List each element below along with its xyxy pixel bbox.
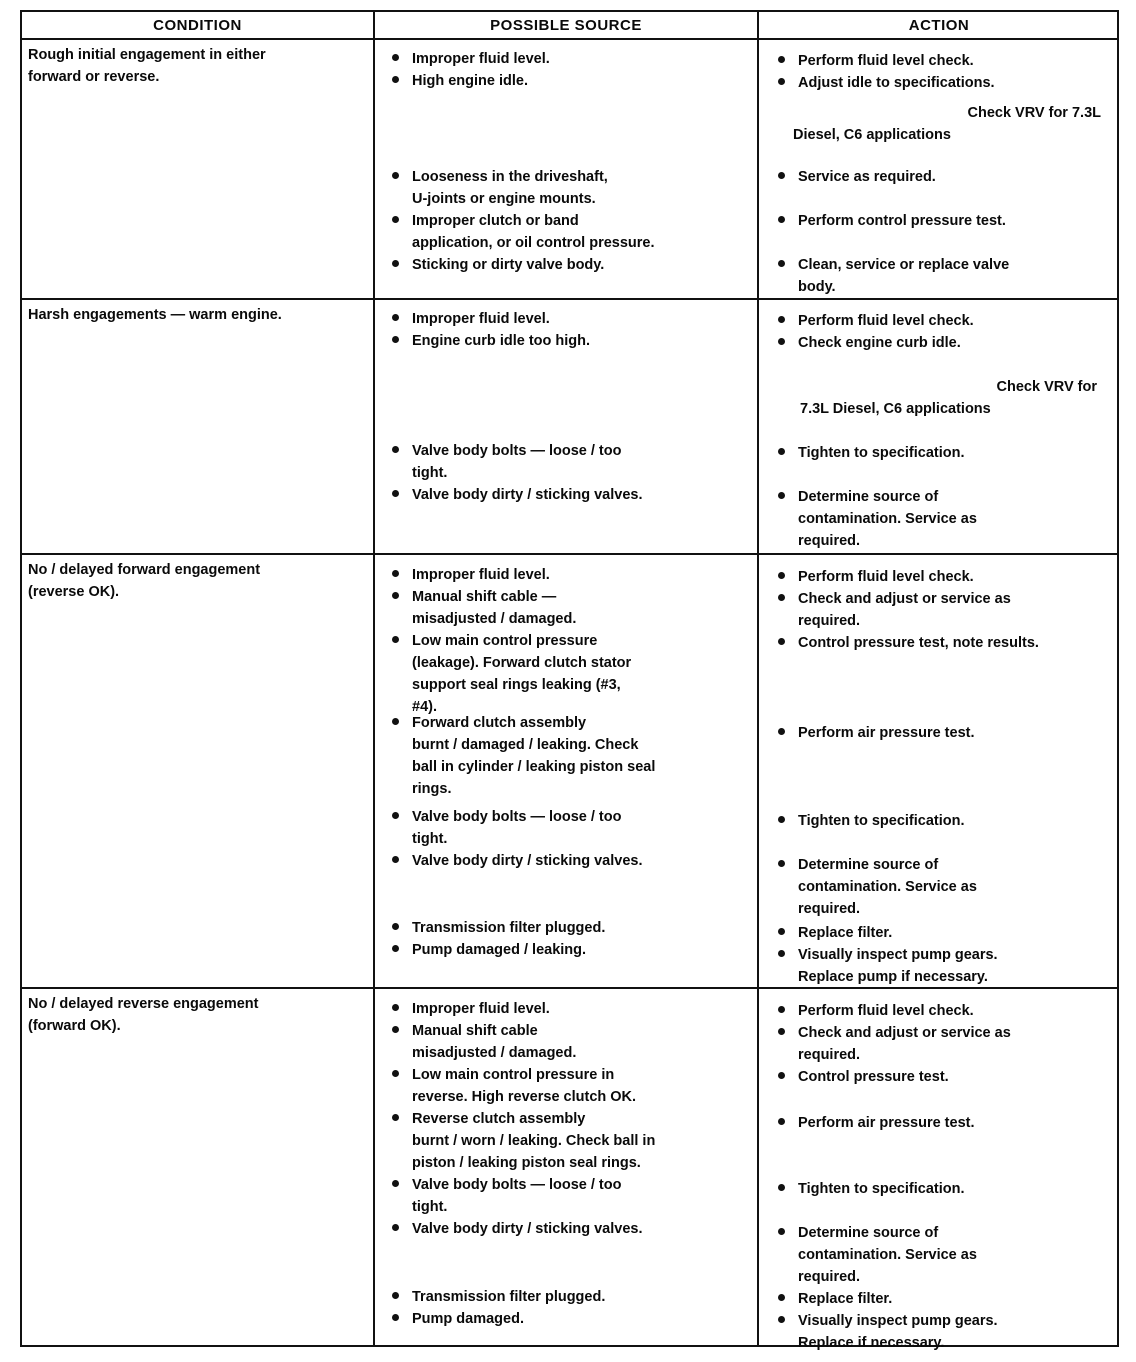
action-item-text: Check and adjust or service as	[798, 591, 1011, 607]
bullet-icon	[392, 923, 399, 930]
bullet-icon	[392, 1026, 399, 1033]
bullet-icon	[778, 56, 785, 63]
action-item-text: Tighten to specification.	[798, 1181, 965, 1197]
action-item-text: Replace pump if necessary.	[798, 969, 988, 985]
bullet-icon	[778, 816, 785, 823]
source-item-text: tight.	[412, 831, 448, 847]
bullet-icon	[778, 316, 785, 323]
condition-text: No / delayed forward engagement	[28, 562, 261, 578]
source-item-text: Low main control pressure	[412, 633, 598, 649]
header-source: POSSIBLE SOURCE	[490, 17, 642, 34]
action-item-text: Determine source of	[798, 489, 939, 505]
bullet-icon	[778, 1228, 785, 1235]
source-item-text: Low main control pressure in	[412, 1067, 615, 1083]
action-item-text: Control pressure test.	[798, 1069, 949, 1085]
row-divider	[22, 298, 1117, 300]
source-item-text: ball in cylinder / leaking piston seal	[412, 759, 656, 775]
action-item-text: Replace filter.	[798, 1291, 893, 1307]
bullet-icon	[778, 1072, 785, 1079]
source-item-text: misadjusted / damaged.	[412, 1045, 577, 1061]
action-item-text: Check engine curb idle.	[798, 335, 961, 351]
action-item-text: Tighten to specification.	[798, 445, 965, 461]
bullet-icon	[778, 1028, 785, 1035]
source-item-text: tight.	[412, 465, 448, 481]
action-item-text: Replace filter.	[798, 925, 893, 941]
action-item-text: required.	[798, 533, 861, 549]
bullet-icon	[392, 336, 399, 343]
bullet-icon	[778, 448, 785, 455]
row-divider	[22, 553, 1117, 555]
bullet-icon	[392, 636, 399, 643]
bullet-icon	[778, 1294, 785, 1301]
action-item-text: Clean, service or replace valve	[798, 257, 1010, 273]
source-item-text: burnt / worn / leaking. Check ball in	[412, 1133, 656, 1149]
action-item-text: body.	[798, 279, 836, 295]
bullet-icon	[392, 172, 399, 179]
bullet-icon	[392, 76, 399, 83]
action-item-text: Determine source of	[798, 857, 939, 873]
vrv-note-text: Check VRV for 7.3L	[967, 105, 1101, 121]
condition-text: (reverse OK).	[28, 584, 120, 600]
source-item-text: Manual shift cable —	[412, 589, 557, 605]
action-item-text: Perform fluid level check.	[798, 1003, 974, 1019]
action-item-text: contamination. Service as	[798, 511, 977, 527]
column-divider	[757, 12, 759, 1345]
bullet-icon	[778, 492, 785, 499]
source-item-text: (leakage). Forward clutch stator	[412, 655, 632, 671]
vrv-note-text: Check VRV for	[996, 379, 1097, 395]
source-item-text: Valve body bolts — loose / too	[412, 1177, 622, 1193]
vrv-note-text: 7.3L Diesel, C6 applications	[800, 401, 991, 417]
bullet-icon	[778, 1316, 785, 1323]
source-item-text: rings.	[412, 781, 452, 797]
bullet-icon	[778, 1118, 785, 1125]
action-item-text: Perform air pressure test.	[798, 725, 975, 741]
bullet-icon	[778, 172, 785, 179]
bullet-icon	[778, 1006, 785, 1013]
action-item-text: Control pressure test, note results.	[798, 635, 1039, 651]
action-item-text: Check and adjust or service as	[798, 1025, 1011, 1041]
column-divider	[373, 12, 375, 1345]
bullet-icon	[778, 1184, 785, 1191]
source-item-text: Pump damaged.	[412, 1311, 524, 1327]
action-item-text: Visually inspect pump gears.	[798, 947, 998, 963]
source-item-text: Improper fluid level.	[412, 1001, 550, 1017]
action-item-text: Adjust idle to specifications.	[798, 75, 995, 91]
condition-text: (forward OK).	[28, 1018, 121, 1034]
bullet-icon	[392, 490, 399, 497]
action-item-text: Perform air pressure test.	[798, 1115, 975, 1131]
bullet-icon	[778, 928, 785, 935]
action-item-text: Tighten to specification.	[798, 813, 965, 829]
action-item-text: Determine source of	[798, 1225, 939, 1241]
bullet-icon	[392, 314, 399, 321]
bullet-icon	[392, 812, 399, 819]
bullet-icon	[392, 570, 399, 577]
source-item-text: Valve body bolts — loose / too	[412, 809, 622, 825]
source-item-text: Manual shift cable	[412, 1023, 538, 1039]
bullet-icon	[392, 216, 399, 223]
bullet-icon	[392, 1180, 399, 1187]
bullet-icon	[778, 860, 785, 867]
source-item-text: Forward clutch assembly	[412, 715, 587, 731]
source-item-text: Valve body dirty / sticking valves.	[412, 853, 643, 869]
bullet-icon	[392, 260, 399, 267]
action-item-text: Replace if necessary.	[798, 1335, 945, 1351]
condition-text: Harsh engagements — warm engine.	[28, 307, 282, 323]
action-item-text: contamination. Service as	[798, 879, 977, 895]
bullet-icon	[392, 718, 399, 725]
bullet-icon	[778, 260, 785, 267]
condition-text: Rough initial engagement in either	[28, 47, 266, 63]
source-item-text: #4).	[412, 699, 437, 715]
source-item-text: U-joints or engine mounts.	[412, 191, 596, 207]
action-item-text: Service as required.	[798, 169, 936, 185]
action-item-text: Perform fluid level check.	[798, 569, 974, 585]
source-item-text: support seal rings leaking (#3,	[412, 677, 621, 693]
source-item-text: Improper fluid level.	[412, 311, 550, 327]
action-item-text: Visually inspect pump gears.	[798, 1313, 998, 1329]
source-item-text: burnt / damaged / leaking. Check	[412, 737, 639, 753]
action-item-text: required.	[798, 613, 861, 629]
bullet-icon	[392, 446, 399, 453]
bullet-icon	[392, 1224, 399, 1231]
troubleshooting-table	[20, 10, 1119, 1351]
bullet-icon	[778, 216, 785, 223]
action-item-text: Perform control pressure test.	[798, 213, 1006, 229]
bullet-icon	[392, 1004, 399, 1011]
source-item-text: Pump damaged / leaking.	[412, 942, 587, 958]
bullet-icon	[392, 1314, 399, 1321]
bullet-icon	[778, 594, 785, 601]
bullet-icon	[392, 945, 399, 952]
condition-text: No / delayed reverse engagement	[28, 996, 259, 1012]
condition-text: forward or reverse.	[28, 69, 160, 85]
source-item-text: Valve body bolts — loose / too	[412, 443, 622, 459]
bullet-icon	[778, 728, 785, 735]
action-item-text: contamination. Service as	[798, 1247, 977, 1263]
bullet-icon	[392, 54, 399, 61]
bullet-icon	[778, 572, 785, 579]
source-item-text: Improper clutch or band	[412, 213, 579, 229]
action-item-text: Perform fluid level check.	[798, 313, 974, 329]
source-item-text: misadjusted / damaged.	[412, 611, 577, 627]
source-item-text: High engine idle.	[412, 73, 529, 89]
bullet-icon	[778, 950, 785, 957]
source-item-text: Engine curb idle too high.	[412, 333, 591, 349]
action-item-text: required.	[798, 1269, 861, 1285]
bullet-icon	[392, 1070, 399, 1077]
action-item-text: required.	[798, 901, 861, 917]
bullet-icon	[778, 638, 785, 645]
bullet-icon	[778, 338, 785, 345]
source-item-text: Improper fluid level.	[412, 567, 550, 583]
bullet-icon	[392, 1292, 399, 1299]
header-action: ACTION	[908, 17, 970, 34]
source-item-text: Looseness in the driveshaft,	[412, 169, 608, 185]
source-item-text: Transmission filter plugged.	[412, 1289, 606, 1305]
action-item-text: required.	[798, 1047, 861, 1063]
source-item-text: Sticking or dirty valve body.	[412, 257, 605, 273]
source-item-text: piston / leaking piston seal rings.	[412, 1155, 641, 1171]
source-item-text: Reverse clutch assembly	[412, 1111, 586, 1127]
source-item-text: Valve body dirty / sticking valves.	[412, 1221, 643, 1237]
source-item-text: Valve body dirty / sticking valves.	[412, 487, 643, 503]
action-item-text: Perform fluid level check.	[798, 53, 974, 69]
bullet-icon	[392, 1114, 399, 1121]
source-item-text: Transmission filter plugged.	[412, 920, 606, 936]
header-condition: CONDITION	[153, 17, 242, 34]
source-item-text: reverse. High reverse clutch OK.	[412, 1089, 637, 1105]
vrv-note-text: Diesel, C6 applications	[793, 127, 951, 143]
bullet-icon	[392, 856, 399, 863]
source-item-text: tight.	[412, 1199, 448, 1215]
bullet-icon	[778, 78, 785, 85]
source-item-text: application, or oil control pressure.	[412, 235, 655, 251]
source-item-text: Improper fluid level.	[412, 51, 550, 67]
bullet-icon	[392, 592, 399, 599]
